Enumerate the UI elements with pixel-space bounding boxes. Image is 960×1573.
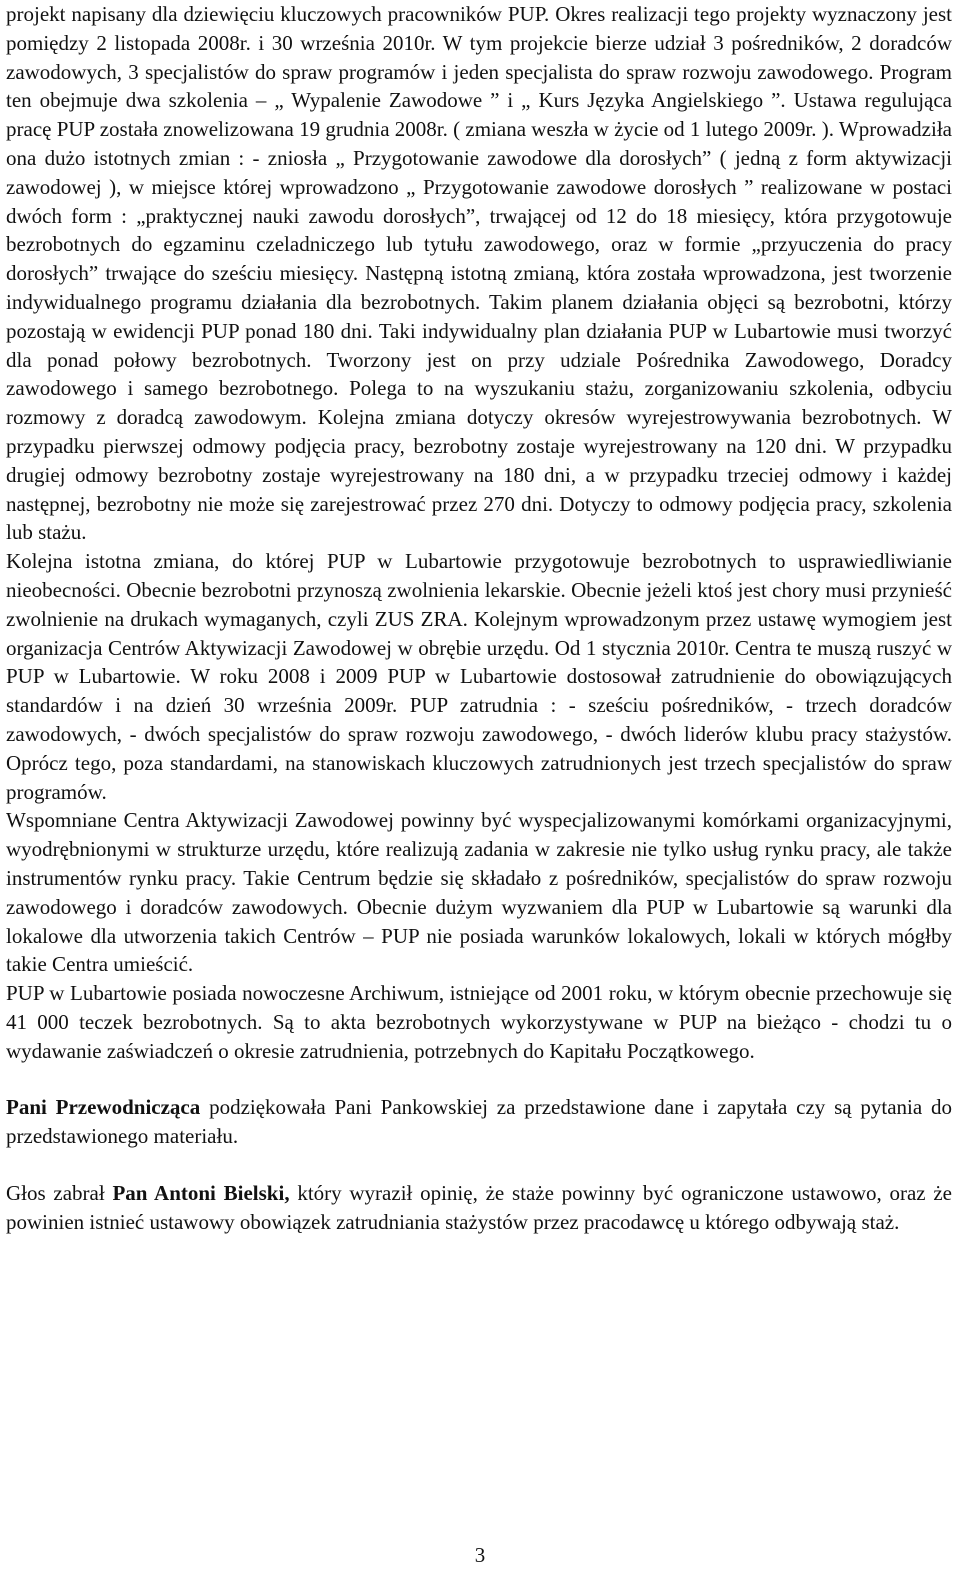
paragraph-6-intro: Głos zabrał	[6, 1181, 113, 1206]
document-body	[6, 0, 952, 1237]
paragraph-2: Kolejna istotna zmiana, do której PUP w Lubartowie przygotowuje bezrobotnych to usprawiedliwianie nieobecności. Obecnie bezrobotni przynoszą zwolnienia lekarskie. Obecnie jeżeli ktoś jest chory musi przynieść zwolnienie na drukach wymaganych, czyli ZUS ZRA. Kolejnym wprowadzonym przez ustawę wymogiem jest organizacja Centrów Aktywizacji Zawodowej w obrębie urzędu. Od 1 stycznia 2010r. Centra te muszą ruszyć w PUP w Lubartowie. W roku 2008 i 2009 PUP w Lubartowie dostosował zatrudnienie do obowiązujących standardów i na dzień 30 września 2009r. PUP zatrudnia : - sześciu pośredników, - trzech doradców zawodowych, - dwóch specjalistów do spraw rozwoju zawodowego, - dwóch liderów klubu pracy stażystów. Oprócz tego, poza standardami, na stanowiskach kluczowych zatrudnionych jest trzech specjalistów do spraw programów.	[6, 549, 952, 804]
paragraph-5-text: podziękowała Pani Pankowskiej za przedstawione dane i zapytała czy są pytania do przedstawionego materiału.	[6, 1095, 953, 1149]
speaker-name-bielski: Pan Antoni Bielski,	[112, 1181, 290, 1206]
page-number: 3	[474, 1543, 486, 1567]
paragraph-3: Wspomniane Centra Aktywizacji Zawodowej powinny być wyspecjalizowanymi komórkami organizacyjnymi, wyodrębnionymi w strukturze urzędu, które realizują zadania w zakresie nie tylko usług rynku pracy, ale także instrumentów rynku pracy. Takie Centrum będzie się składało z pośredników, specjalistów do spraw rozwoju zawodowego i doradców zawodowych. Obecnie dużym wyzwaniem dla PUP w Lubartowie są warunki dla lokalowe dla utworzenia takich Centrów – PUP nie posiada warunków lokalowych, lokali w których mógłby takie Centra umieścić.	[6, 808, 952, 977]
paragraph-6	[6, 1179, 952, 1237]
paragraph-5	[6, 1093, 952, 1151]
paragraph-6-text: który wyraził opinię, że staże powinny być ograniczone ustawowo, oraz że powinien istnieć ustawowy obowiązek zatrudniania stażystów przez pracodawcę u którego odbywają staż.	[6, 1181, 953, 1234]
speaker-name-chair: Pani Przewodnicząca	[6, 1095, 201, 1120]
paragraph-1: projekt napisany dla dziewięciu kluczowych pracowników PUP. Okres realizacji tego projekty wyznaczony jest pomiędzy 2 listopada 2008r. i 30 września 2010r. W tym projekcie bierze udział 3 pośredników, 2 doradców zawodowych, 3 specjalistów do spraw programów i jeden specjalista do spraw rozwoju zawodowego. Program ten obejmuje dwa szkolenia – „ Wypalenie Zawodowe ” i „ Kurs Języka Angielskiego ”. Ustawa regulująca pracę PUP została znowelizowana 19 grudnia 2008r. ( zmiana weszła w życie od 1 lutego 2009r. ). Wprowadziła ona dużo istotnych zmian : - zniosła „ Przygotowanie zawodowe dla dorosłych” ( jedną z form aktywizacji zawodowej ), w miejsce której wprowadzono „ Przygotowanie zawodowe dorosłych ” realizowane w postaci dwóch form : „praktycznej nauki zawodu dorosłych”, trwającej od 12 do 18 miesięcy, która przygotowuje bezrobotnych do egzaminu czeladniczego lub tytułu zawodowego, oraz w formie „przyuczenia do pracy dorosłych” trwające do sześciu miesięcy. Następną istotną zmianą, która została wprowadzona, jest tworzenie indywidualnego programu działania dla bezrobotnych. Takim planem działania objęci są bezrobotni, którzy pozostają w ewidencji PUP ponad 180 dni. Taki indywidualny plan działania PUP w Lubartowie musi tworzyć dla ponad połowy bezrobotnych. Tworzony jest on przy udziale Pośrednika Zawodowego, Doradcy zawodowego i samego bezrobotnego. Polega to na wyszukaniu stażu, zorganizowaniu szkolenia, odbyciu rozmowy z doradcą zawodowym. Kolejna zmiana dotyczy okresów wyrejestrowywania bezrobotnych. W przypadku pierwszej odmowy podjęcia pracy, bezrobotny zostaje wyrejestrowany na 120 dni. W przypadku drugiej odmowy bezrobotny zostaje wyrejestrowany na 180 dni, a w przypadku trzeciej odmowy i każdej następnej, bezrobotny nie może się zarejestrować przez 270 dni. Dotyczy to odmowy podjęcia pracy, szkolenia lub stażu.	[6, 2, 952, 545]
paragraph-gap	[6, 1065, 952, 1093]
paragraph-4: PUP w Lubartowie posiada nowoczesne Archiwum, istniejące od 2001 roku, w którym obecnie przechowuje się 41 000 teczek bezrobotnych. Są to akta bezrobotnych wykorzystywane w PUP na bieżąco - chodzi tu o wydawanie zaświadczeń o okresie zatrudnienia, potrzebnych do Kapitału Początkowego.	[6, 981, 952, 1063]
paragraph-gap	[6, 1151, 952, 1179]
